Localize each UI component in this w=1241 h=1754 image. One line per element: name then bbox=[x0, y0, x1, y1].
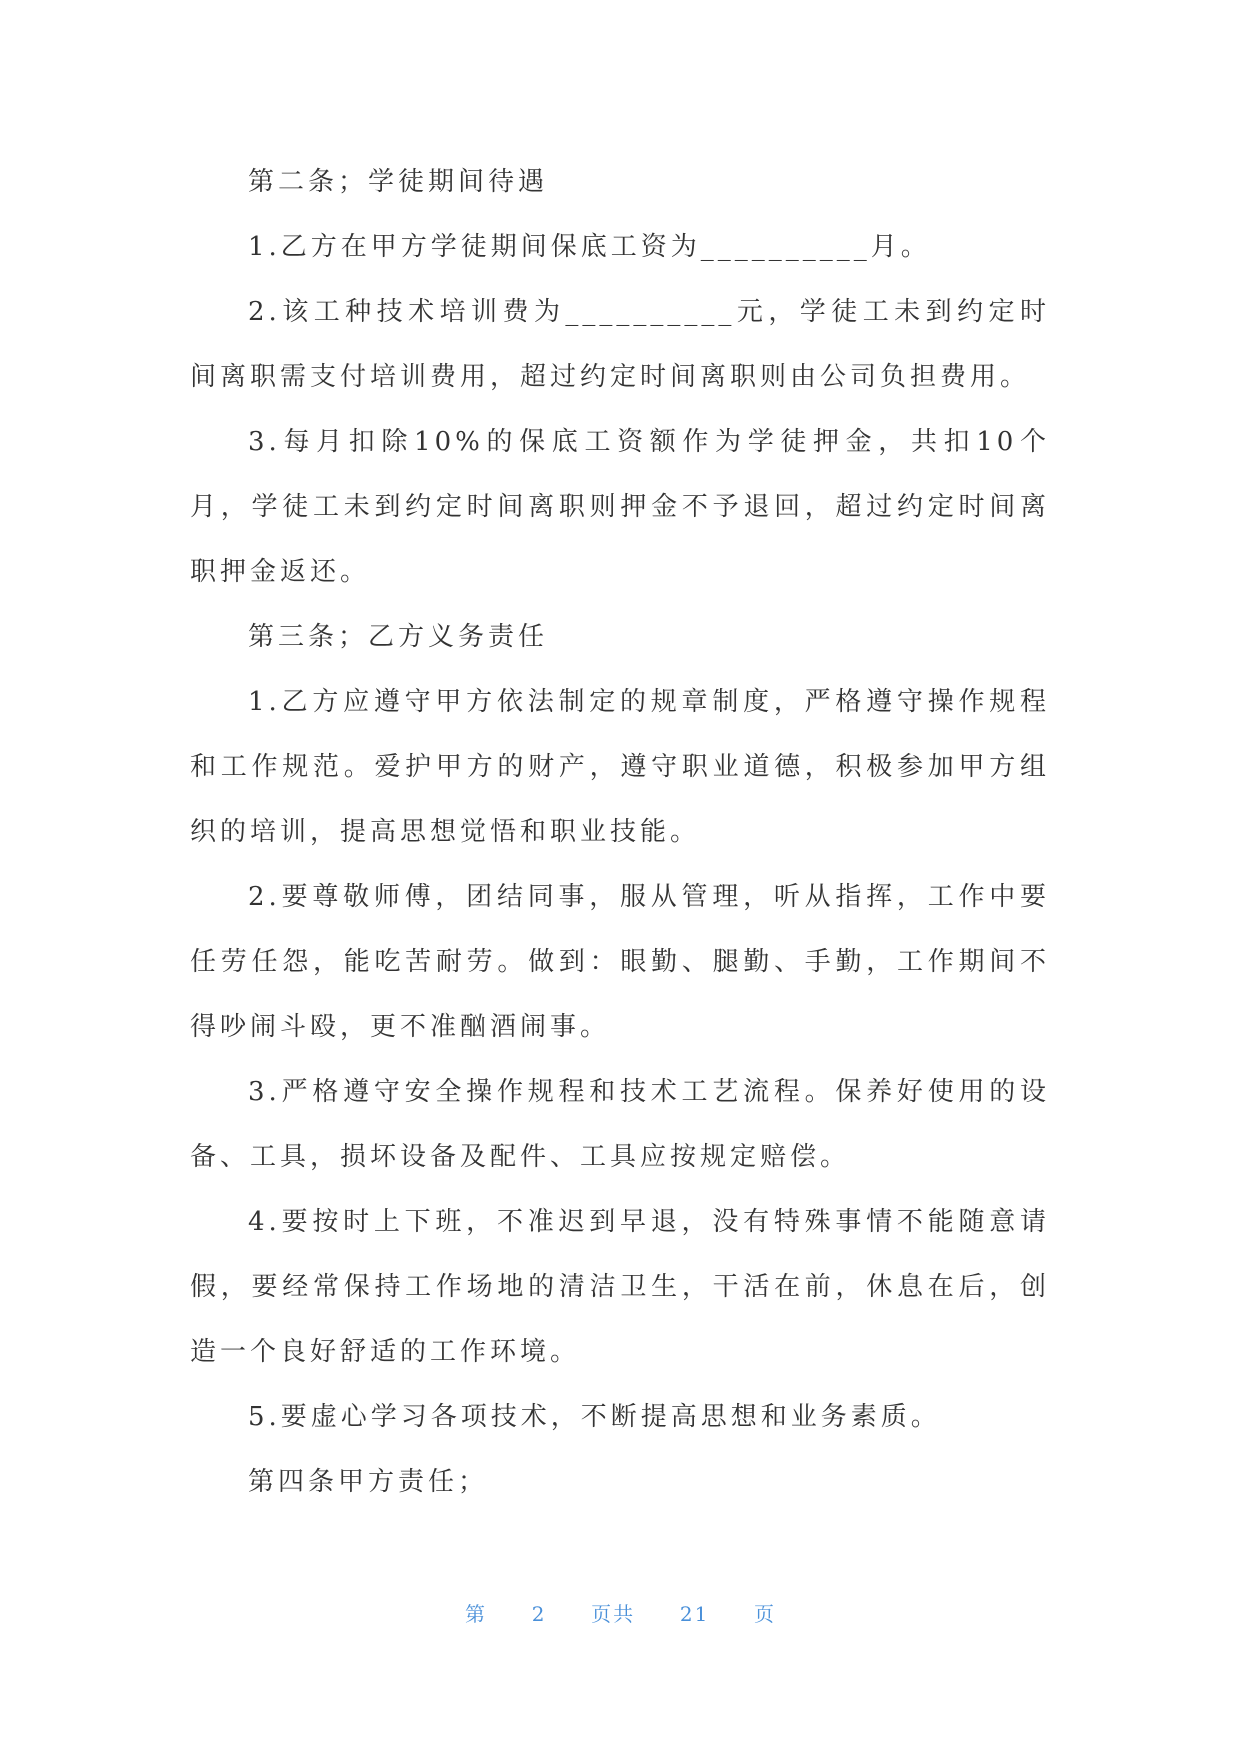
document-body bbox=[190, 150, 1050, 1515]
clause-2-1: 1.乙方在甲方学徒期间保底工资为__________月。 bbox=[248, 232, 931, 262]
section-heading-4: 第四条甲方责任； bbox=[248, 1467, 489, 1497]
clause-3-2: 2.要尊敬师傅，团结同事，服从管理，听从指挥，工作中要任劳任怨，能吃苦耐劳。做到：眼勤、腿勤、手勤，工作期间不得吵闹斗殴，更不准酗酒闹事。 bbox=[190, 882, 1050, 1042]
footer-current-page: 2 bbox=[531, 1602, 547, 1626]
footer-prefix: 第 bbox=[464, 1602, 487, 1626]
clause-3-1: 1.乙方应遵守甲方依法制定的规章制度，严格遵守操作规程和工作规范。爱护甲方的财产，遵守职业道德，积极参加甲方组织的培训，提高思想觉悟和职业技能。 bbox=[190, 687, 1050, 847]
clause-3-4: 4.要按时上下班，不准迟到早退，没有特殊事情不能随意请假，要经常保持工作场地的清洁卫生，干活在前，休息在后，创造一个良好舒适的工作环境。 bbox=[190, 1207, 1050, 1367]
footer-total-pages: 21 bbox=[679, 1602, 710, 1626]
section-heading-2: 第二条；学徒期间待遇 bbox=[248, 167, 549, 197]
page-footer bbox=[0, 1598, 1241, 1627]
clause-2-3: 3.每月扣除10%的保底工资额作为学徒押金，共扣10个月，学徒工未到约定时间离职则押金不予退回，超过约定时间离职押金返还。 bbox=[190, 427, 1050, 587]
clause-2-2: 2.该工种技术培训费为__________元，学徒工未到约定时间离职需支付培训费用，超过约定时间离职则由公司负担费用。 bbox=[190, 297, 1050, 392]
clause-3-5: 5.要虚心学习各项技术，不断提高思想和业务素质。 bbox=[248, 1402, 941, 1432]
clause-3-3: 3.严格遵守安全操作规程和技术工艺流程。保养好使用的设备、工具，损坏设备及配件、工具应按规定赔偿。 bbox=[190, 1077, 1050, 1172]
footer-middle: 页共 bbox=[591, 1602, 636, 1626]
footer-suffix: 页 bbox=[754, 1602, 777, 1626]
section-heading-3: 第三条；乙方义务责任 bbox=[248, 622, 549, 652]
